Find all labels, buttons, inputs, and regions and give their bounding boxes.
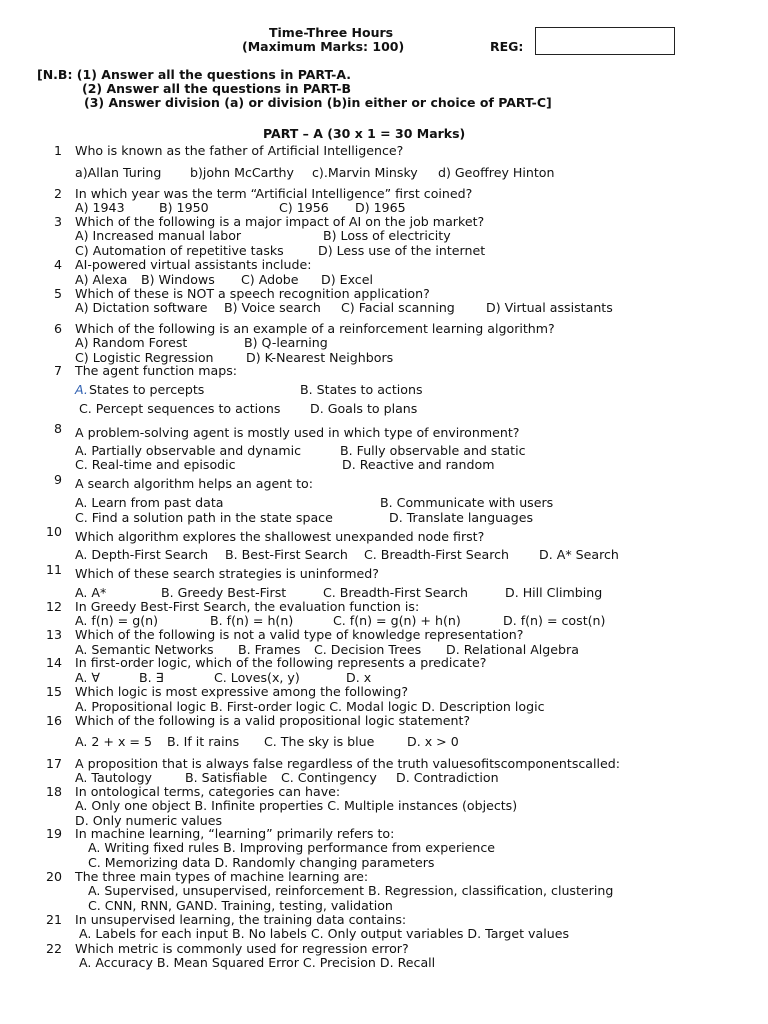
question-number: 20 bbox=[45, 869, 62, 884]
question-text: Who is known as the father of Artificial Intelligence? bbox=[75, 143, 404, 158]
option: B. ∃ bbox=[139, 670, 164, 685]
question-text: In first-order logic, which of the following represents a predicate? bbox=[75, 655, 487, 670]
option-letter: A. bbox=[75, 382, 88, 397]
option: C. Memorizing data D. Randomly changing parameters bbox=[88, 855, 435, 870]
question-text: A proposition that is always false regardless of the truth valuesofitscomponentscalled: bbox=[75, 756, 621, 771]
option: D) Virtual assistants bbox=[486, 300, 613, 315]
option: C) 1956 bbox=[279, 200, 329, 215]
question-number: 2 bbox=[53, 186, 62, 201]
option: C. The sky is blue bbox=[264, 734, 375, 749]
option: C. Contingency bbox=[281, 770, 377, 785]
question-number: 10 bbox=[45, 524, 62, 539]
option: D. Goals to plans bbox=[310, 401, 418, 416]
option: A. Depth-First Search bbox=[75, 547, 209, 562]
option: A. Learn from past data bbox=[75, 495, 224, 510]
option: D) Excel bbox=[321, 272, 373, 287]
option: A. Semantic Networks bbox=[75, 642, 214, 657]
option: C) Adobe bbox=[241, 272, 299, 287]
option: b)john McCarthy bbox=[190, 165, 294, 180]
question-number: 8 bbox=[53, 421, 62, 436]
question-text: Which metric is commonly used for regression error? bbox=[75, 941, 409, 956]
option: A) Dictation software bbox=[75, 300, 208, 315]
option: B) Loss of electricity bbox=[323, 228, 451, 243]
option: D) Less use of the internet bbox=[318, 243, 486, 258]
option: B. Best-First Search bbox=[225, 547, 348, 562]
option: D. Only numeric values bbox=[75, 813, 223, 828]
question-number: 21 bbox=[45, 912, 62, 927]
option: B) Voice search bbox=[224, 300, 321, 315]
nb-line-1: [N.B: (1) Answer all the questions in PART-A. bbox=[37, 67, 352, 82]
option: A. Labels for each input B. No labels C. Only output variables D. Target values bbox=[79, 926, 570, 941]
question-text: In Greedy Best-First Search, the evaluation function is: bbox=[75, 599, 420, 614]
option: D. x > 0 bbox=[407, 734, 459, 749]
time-label: Time-Three Hours bbox=[269, 25, 394, 40]
option: c).Marvin Minsky bbox=[312, 165, 418, 180]
question-text: In which year was the term “Artificial Intelligence” first coined? bbox=[75, 186, 473, 201]
question-number: 6 bbox=[53, 321, 62, 336]
option: B. Greedy Best-First bbox=[161, 585, 287, 600]
question-number: 15 bbox=[45, 684, 62, 699]
option: D. x bbox=[346, 670, 372, 685]
max-marks-label: (Maximum Marks: 100) bbox=[242, 39, 405, 54]
option: A. Accuracy B. Mean Squared Error C. Precision D. Recall bbox=[79, 955, 436, 970]
question-text: Which of the following is a valid propositional logic statement? bbox=[75, 713, 471, 728]
option: B. Fully observable and static bbox=[340, 443, 526, 458]
question-number: 9 bbox=[53, 472, 62, 487]
option: A. Propositional logic B. First-order logic C. Modal logic D. Description logic bbox=[75, 699, 545, 714]
option: D. Relational Algebra bbox=[446, 642, 579, 657]
question-number: 16 bbox=[45, 713, 62, 728]
option: D. Contradiction bbox=[396, 770, 499, 785]
question-text: In machine learning, “learning” primarily refers to: bbox=[75, 826, 395, 841]
question-text: The agent function maps: bbox=[75, 363, 238, 378]
question-number: 4 bbox=[53, 257, 62, 272]
option: A) Increased manual labor bbox=[75, 228, 242, 243]
option: A. Supervised, unsupervised, reinforcement B. Regression, classification, clustering bbox=[88, 883, 614, 898]
question-text: Which algorithm explores the shallowest unexpanded node first? bbox=[75, 529, 485, 544]
option: States to percepts bbox=[89, 382, 205, 397]
part-title: PART – A (30 x 1 = 30 Marks) bbox=[263, 126, 466, 141]
question-number: 18 bbox=[45, 784, 62, 799]
option: C. Percept sequences to actions bbox=[79, 401, 281, 416]
option: A) 1943 bbox=[75, 200, 125, 215]
option: C. Decision Trees bbox=[314, 642, 422, 657]
option: D) K-Nearest Neighbors bbox=[246, 350, 394, 365]
question-text: AI-powered virtual assistants include: bbox=[75, 257, 312, 272]
option: B. f(n) = h(n) bbox=[210, 613, 294, 628]
option: B. Satisfiable bbox=[185, 770, 268, 785]
question-text: Which of the following is an example of a reinforcement learning algorithm? bbox=[75, 321, 555, 336]
option: A. 2 + x = 5 bbox=[75, 734, 152, 749]
question-number: 13 bbox=[45, 627, 62, 642]
question-text: In ontological terms, categories can have: bbox=[75, 784, 341, 799]
question-number: 17 bbox=[45, 756, 62, 771]
option: C) Automation of repetitive tasks bbox=[75, 243, 284, 258]
question-number: 11 bbox=[45, 562, 62, 577]
option: A. f(n) = g(n) bbox=[75, 613, 159, 628]
option: A. Partially observable and dynamic bbox=[75, 443, 302, 458]
option: A. Writing fixed rules B. Improving performance from experience bbox=[88, 840, 496, 855]
question-text: In unsupervised learning, the training data contains: bbox=[75, 912, 407, 927]
question-text: Which of these is NOT a speech recognition application? bbox=[75, 286, 430, 301]
option: B) Q-learning bbox=[244, 335, 328, 350]
option: C. Breadth-First Search bbox=[323, 585, 469, 600]
option: C. Find a solution path in the state space bbox=[75, 510, 333, 525]
nb-line-2: (2) Answer all the questions in PART-B bbox=[82, 81, 352, 96]
question-number: 19 bbox=[45, 826, 62, 841]
option: D. Reactive and random bbox=[342, 457, 495, 472]
option: A. Tautology bbox=[75, 770, 153, 785]
option: D. A* Search bbox=[539, 547, 619, 562]
option: A. ∀ bbox=[75, 670, 101, 685]
nb-line-3: (3) Answer division (a) or division (b)in either or choice of PART-C] bbox=[84, 95, 552, 110]
question-number: 12 bbox=[45, 599, 62, 614]
option: C. f(n) = g(n) + h(n) bbox=[333, 613, 461, 628]
question-number: 5 bbox=[53, 286, 62, 301]
option: B. Frames bbox=[238, 642, 301, 657]
question-number: 3 bbox=[53, 214, 62, 229]
question-text: Which of these search strategies is uninformed? bbox=[75, 566, 379, 581]
option: C. Real-time and episodic bbox=[75, 457, 236, 472]
option: B. States to actions bbox=[300, 382, 423, 397]
option: D. Hill Climbing bbox=[505, 585, 603, 600]
option: C) Facial scanning bbox=[341, 300, 455, 315]
reg-number-box[interactable] bbox=[535, 27, 675, 55]
option: C) Logistic Regression bbox=[75, 350, 214, 365]
question-number: 7 bbox=[53, 363, 62, 378]
option: B. Communicate with users bbox=[380, 495, 554, 510]
option: D. f(n) = cost(n) bbox=[503, 613, 606, 628]
question-text: Which logic is most expressive among the following? bbox=[75, 684, 409, 699]
question-number: 14 bbox=[45, 655, 62, 670]
option: D. Translate languages bbox=[389, 510, 534, 525]
option: A) Alexa bbox=[75, 272, 128, 287]
question-number: 1 bbox=[53, 143, 62, 158]
question-text: A search algorithm helps an agent to: bbox=[75, 476, 313, 491]
option: d) Geoffrey Hinton bbox=[438, 165, 555, 180]
option: B. If it rains bbox=[167, 734, 240, 749]
question-text: Which of the following is not a valid type of knowledge representation? bbox=[75, 627, 524, 642]
option: C. CNN, RNN, GAND. Training, testing, validation bbox=[88, 898, 393, 913]
option: C. Loves(x, y) bbox=[214, 670, 300, 685]
option: D) 1965 bbox=[355, 200, 406, 215]
option: A) Random Forest bbox=[75, 335, 188, 350]
option: B) Windows bbox=[141, 272, 215, 287]
option: A. Only one object B. Infinite properties C. Multiple instances (objects) bbox=[75, 798, 518, 813]
question-text: A problem-solving agent is mostly used in which type of environment? bbox=[75, 425, 520, 440]
option: A. A* bbox=[75, 585, 107, 600]
question-text: Which of the following is a major impact of AI on the job market? bbox=[75, 214, 485, 229]
question-number: 22 bbox=[45, 941, 62, 956]
question-text: The three main types of machine learning are: bbox=[75, 869, 369, 884]
reg-label: REG: bbox=[490, 39, 524, 54]
option: a)Allan Turing bbox=[75, 165, 162, 180]
option: C. Breadth-First Search bbox=[364, 547, 510, 562]
option: B) 1950 bbox=[159, 200, 209, 215]
